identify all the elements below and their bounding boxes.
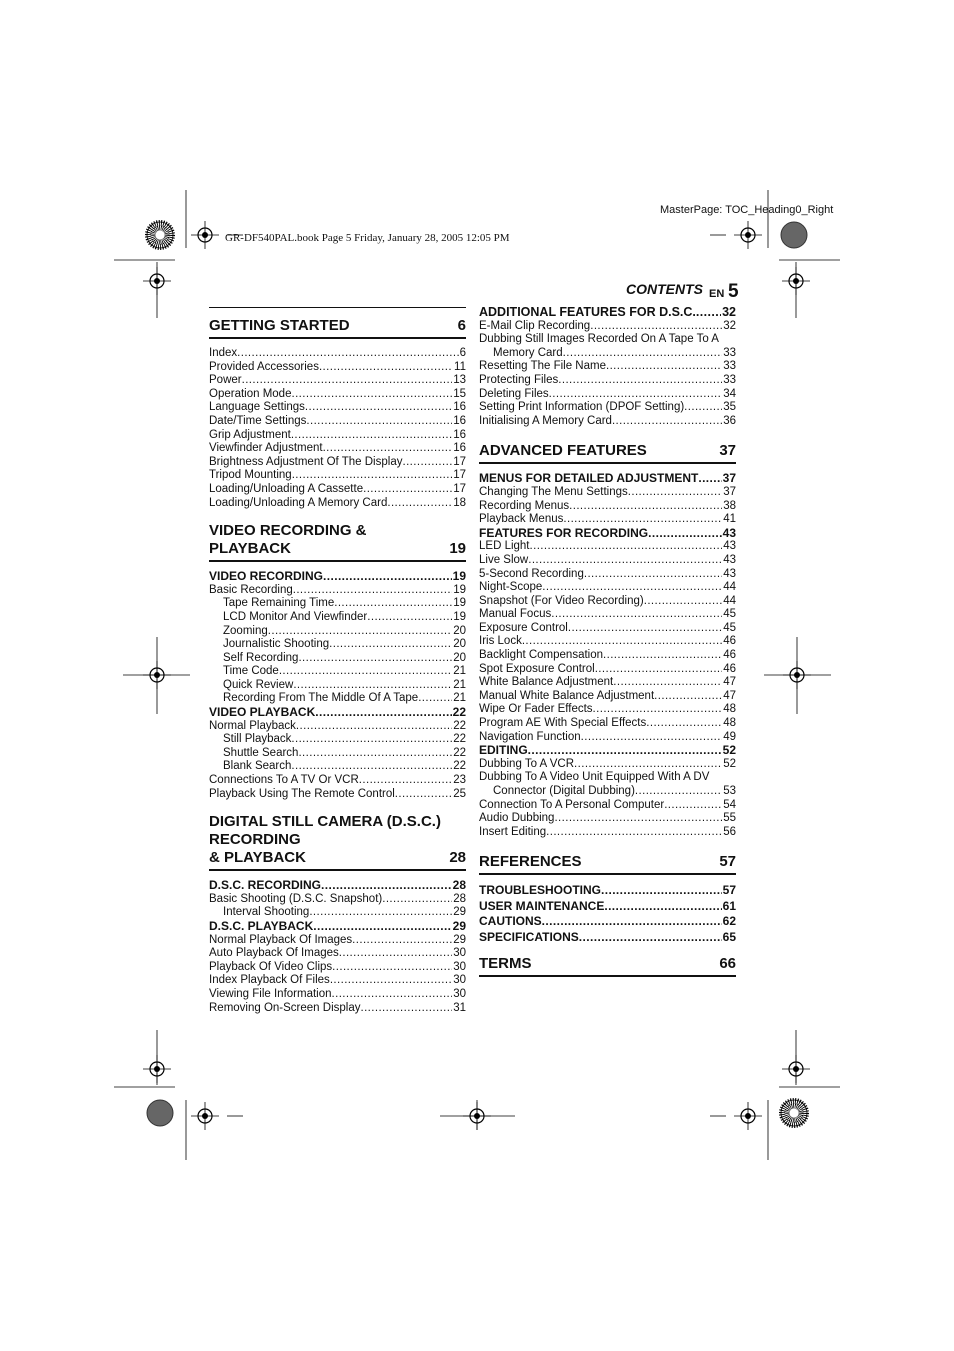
page-number: 5 bbox=[728, 281, 739, 302]
editing-list bbox=[479, 758, 736, 772]
toc-entry[interactable]: Index Playback Of Files ..... 30 bbox=[209, 974, 466, 988]
toc-entry[interactable]: Loading/Unloading A Cassette ..... 17 bbox=[209, 483, 466, 497]
toc-entry[interactable]: Playback Using The Remote Control ..... 25 bbox=[209, 788, 466, 802]
toc-entry[interactable]: Connections To A TV Or VCR ..... 23 bbox=[209, 774, 466, 788]
toc-entry[interactable]: Wipe Or Fader Effects ..... 48 bbox=[479, 703, 736, 717]
toc-entry[interactable]: Spot Exposure Control ..... 46 bbox=[479, 663, 736, 677]
toc-left-column bbox=[209, 297, 466, 1015]
toc-entry[interactable]: Snapshot (For Video Recording) ..... 44 bbox=[479, 595, 736, 609]
toc-entry[interactable]: Still Playback ..... 22 bbox=[209, 733, 466, 747]
toc-entry[interactable]: Navigation Function ..... 49 bbox=[479, 731, 736, 745]
toc-entry[interactable]: Blank Search ..... 22 bbox=[209, 760, 466, 774]
dsc-recording-list bbox=[209, 893, 466, 920]
toc-entry[interactable]: Night-Scope ..... 44 bbox=[479, 581, 736, 595]
video-recording-list bbox=[209, 584, 466, 706]
toc-entry[interactable]: Provided Accessories ..... 11 bbox=[209, 361, 466, 375]
toc-entry[interactable]: Basic Shooting (D.S.C. Snapshot) ..... 28 bbox=[209, 893, 466, 907]
toc-entry[interactable]: Playback Of Video Clips ..... 30 bbox=[209, 961, 466, 975]
toc-entry[interactable]: Basic Recording ..... 19 bbox=[209, 584, 466, 598]
section-getting-started[interactable]: GETTING STARTED 6 bbox=[209, 307, 466, 339]
dsc-playback-list bbox=[209, 934, 466, 1016]
subsection-video-playback[interactable]: VIDEO PLAYBACK ..... 22 bbox=[209, 706, 466, 720]
toc-entry[interactable]: Recording Menus ..... 38 bbox=[479, 500, 736, 514]
video-playback-list bbox=[209, 720, 466, 802]
language-label: EN bbox=[709, 288, 725, 300]
master-page-label: MasterPage: TOC_Heading0_Right bbox=[660, 204, 834, 216]
toc-entry[interactable]: Manual White Balance Adjustment ..... 47 bbox=[479, 690, 736, 704]
toc-entry[interactable]: Recording From The Middle Of A Tape ..... 21 bbox=[209, 692, 466, 706]
toc-entry[interactable]: Deleting Files ..... 34 bbox=[479, 388, 736, 402]
toc-entry[interactable]: LCD Monitor And Viewfinder ..... 19 bbox=[209, 611, 466, 625]
section-advanced[interactable]: ADVANCED FEATURES 37 bbox=[479, 442, 736, 464]
toc-entry[interactable]: Viewfinder Adjustment ..... 16 bbox=[209, 442, 466, 456]
toc-entry[interactable]: Backlight Compensation ..... 46 bbox=[479, 649, 736, 663]
section-additional-dsc[interactable]: ADDITIONAL FEATURES FOR D.S.C. ..... 32 bbox=[479, 306, 736, 320]
toc-entry[interactable]: E-Mail Clip Recording ..... 32 bbox=[479, 320, 736, 334]
toc-entry[interactable]: TROUBLESHOOTING ..... 57 bbox=[479, 883, 736, 899]
toc-entry[interactable]: Program AE With Special Effects ..... 48 bbox=[479, 717, 736, 731]
toc-entry[interactable]: Viewing File Information ..... 30 bbox=[209, 988, 466, 1002]
toc-entry[interactable]: Exposure Control ..... 45 bbox=[479, 622, 736, 636]
toc-entry[interactable]: Insert Editing ..... 56 bbox=[479, 826, 736, 840]
toc-entry[interactable]: Dubbing To A Video Unit Equipped With A DV Connector (Digital Dubbing) ..... 53 bbox=[479, 771, 736, 798]
toc-entry[interactable]: Journalistic Shooting ..... 20 bbox=[209, 638, 466, 652]
printer-slug: GR-DF540PAL.book Page 5 Friday, January 28, 2005 12:05 PM bbox=[225, 232, 510, 244]
toc-entry[interactable]: Quick Review ..... 21 bbox=[209, 679, 466, 693]
subsection-dsc-playback[interactable]: D.S.C. PLAYBACK ..... 29 bbox=[209, 920, 466, 934]
toc-right-column bbox=[479, 306, 736, 985]
toc-entry[interactable]: Connection To A Personal Computer ..... 54 bbox=[479, 799, 736, 813]
toc-entry[interactable]: Index ..... 6 bbox=[209, 347, 466, 361]
toc-entry[interactable]: Protecting Files ..... 33 bbox=[479, 374, 736, 388]
subsection-menus[interactable]: MENUS FOR DETAILED ADJUSTMENT ..... 37 bbox=[479, 472, 736, 486]
references-list bbox=[479, 883, 736, 945]
toc-entry[interactable]: Time Code ..... 21 bbox=[209, 665, 466, 679]
section-video[interactable]: VIDEO RECORDING & PLAYBACK 19 bbox=[209, 522, 466, 562]
section-dsc[interactable]: DIGITAL STILL CAMERA (D.S.C.) RECORDING & PLAYBACK 28 bbox=[209, 813, 466, 871]
toc-entry[interactable]: Operation Mode ..... 15 bbox=[209, 388, 466, 402]
toc-entry[interactable]: Self Recording ..... 20 bbox=[209, 652, 466, 666]
subsection-editing[interactable]: EDITING ..... 52 bbox=[479, 744, 736, 758]
additional-list bbox=[479, 320, 736, 334]
toc-entry[interactable]: Initialising A Memory Card ..... 36 bbox=[479, 415, 736, 429]
toc-entry[interactable]: Tripod Mounting ..... 17 bbox=[209, 469, 466, 483]
toc-entry[interactable]: Zooming ..... 20 bbox=[209, 625, 466, 639]
section-terms[interactable]: TERMS 66 bbox=[479, 955, 736, 977]
toc-entry[interactable]: Dubbing To A VCR ..... 52 bbox=[479, 758, 736, 772]
toc-entry[interactable]: Manual Focus ..... 45 bbox=[479, 608, 736, 622]
toc-entry[interactable]: Grip Adjustment ..... 16 bbox=[209, 429, 466, 443]
toc-entry[interactable]: White Balance Adjustment ..... 47 bbox=[479, 676, 736, 690]
toc-entry[interactable]: Interval Shooting ..... 29 bbox=[209, 906, 466, 920]
toc-entry[interactable]: Date/Time Settings ..... 16 bbox=[209, 415, 466, 429]
contents-label: CONTENTS bbox=[626, 281, 703, 297]
toc-entry[interactable]: Tape Remaining Time ..... 19 bbox=[209, 597, 466, 611]
toc-entry[interactable]: LED Light ..... 43 bbox=[479, 540, 736, 554]
additional-list-2 bbox=[479, 360, 736, 428]
features-list bbox=[479, 540, 736, 744]
toc-entry[interactable]: Audio Dubbing ..... 55 bbox=[479, 812, 736, 826]
getting-started-list bbox=[209, 347, 466, 510]
subsection-video-recording[interactable]: VIDEO RECORDING ..... 19 bbox=[209, 570, 466, 584]
toc-entry[interactable]: USER MAINTENANCE ..... 61 bbox=[479, 899, 736, 915]
subsection-features-recording[interactable]: FEATURES FOR RECORDING ..... 43 bbox=[479, 527, 736, 541]
toc-entry[interactable]: Playback Menus ..... 41 bbox=[479, 513, 736, 527]
toc-entry[interactable]: SPECIFICATIONS ..... 65 bbox=[479, 930, 736, 946]
toc-entry[interactable]: Auto Playback Of Images ..... 30 bbox=[209, 947, 466, 961]
toc-entry[interactable]: Iris Lock ..... 46 bbox=[479, 635, 736, 649]
section-references[interactable]: REFERENCES 57 bbox=[479, 853, 736, 875]
menus-list bbox=[479, 486, 736, 527]
subsection-dsc-recording[interactable]: D.S.C. RECORDING ..... 28 bbox=[209, 879, 466, 893]
toc-entry[interactable]: 5-Second Recording ..... 43 bbox=[479, 568, 736, 582]
editing-list-2 bbox=[479, 799, 736, 840]
toc-entry[interactable]: Loading/Unloading A Memory Card ..... 18 bbox=[209, 497, 466, 511]
toc-entry[interactable]: Normal Playback Of Images ..... 29 bbox=[209, 934, 466, 948]
toc-entry[interactable]: Shuttle Search ..... 22 bbox=[209, 747, 466, 761]
toc-entry[interactable]: Normal Playback ..... 22 bbox=[209, 720, 466, 734]
toc-entry[interactable]: Dubbing Still Images Recorded On A Tape To A Memory Card ..... 33 bbox=[479, 333, 736, 360]
toc-entry[interactable]: Changing The Menu Settings ..... 37 bbox=[479, 486, 736, 500]
toc-entry[interactable]: Setting Print Information (DPOF Setting) ..... 35 bbox=[479, 401, 736, 415]
toc-entry[interactable]: Power ..... 13 bbox=[209, 374, 466, 388]
toc-entry[interactable]: CAUTIONS ..... 62 bbox=[479, 914, 736, 930]
toc-entry[interactable]: Removing On-Screen Display ..... 31 bbox=[209, 1002, 466, 1016]
toc-entry[interactable]: Brightness Adjustment Of The Display ..... 17 bbox=[209, 456, 466, 470]
toc-entry[interactable]: Language Settings ..... 16 bbox=[209, 401, 466, 415]
toc-entry[interactable]: Resetting The File Name ..... 33 bbox=[479, 360, 736, 374]
toc-entry[interactable]: Live Slow ..... 43 bbox=[479, 554, 736, 568]
